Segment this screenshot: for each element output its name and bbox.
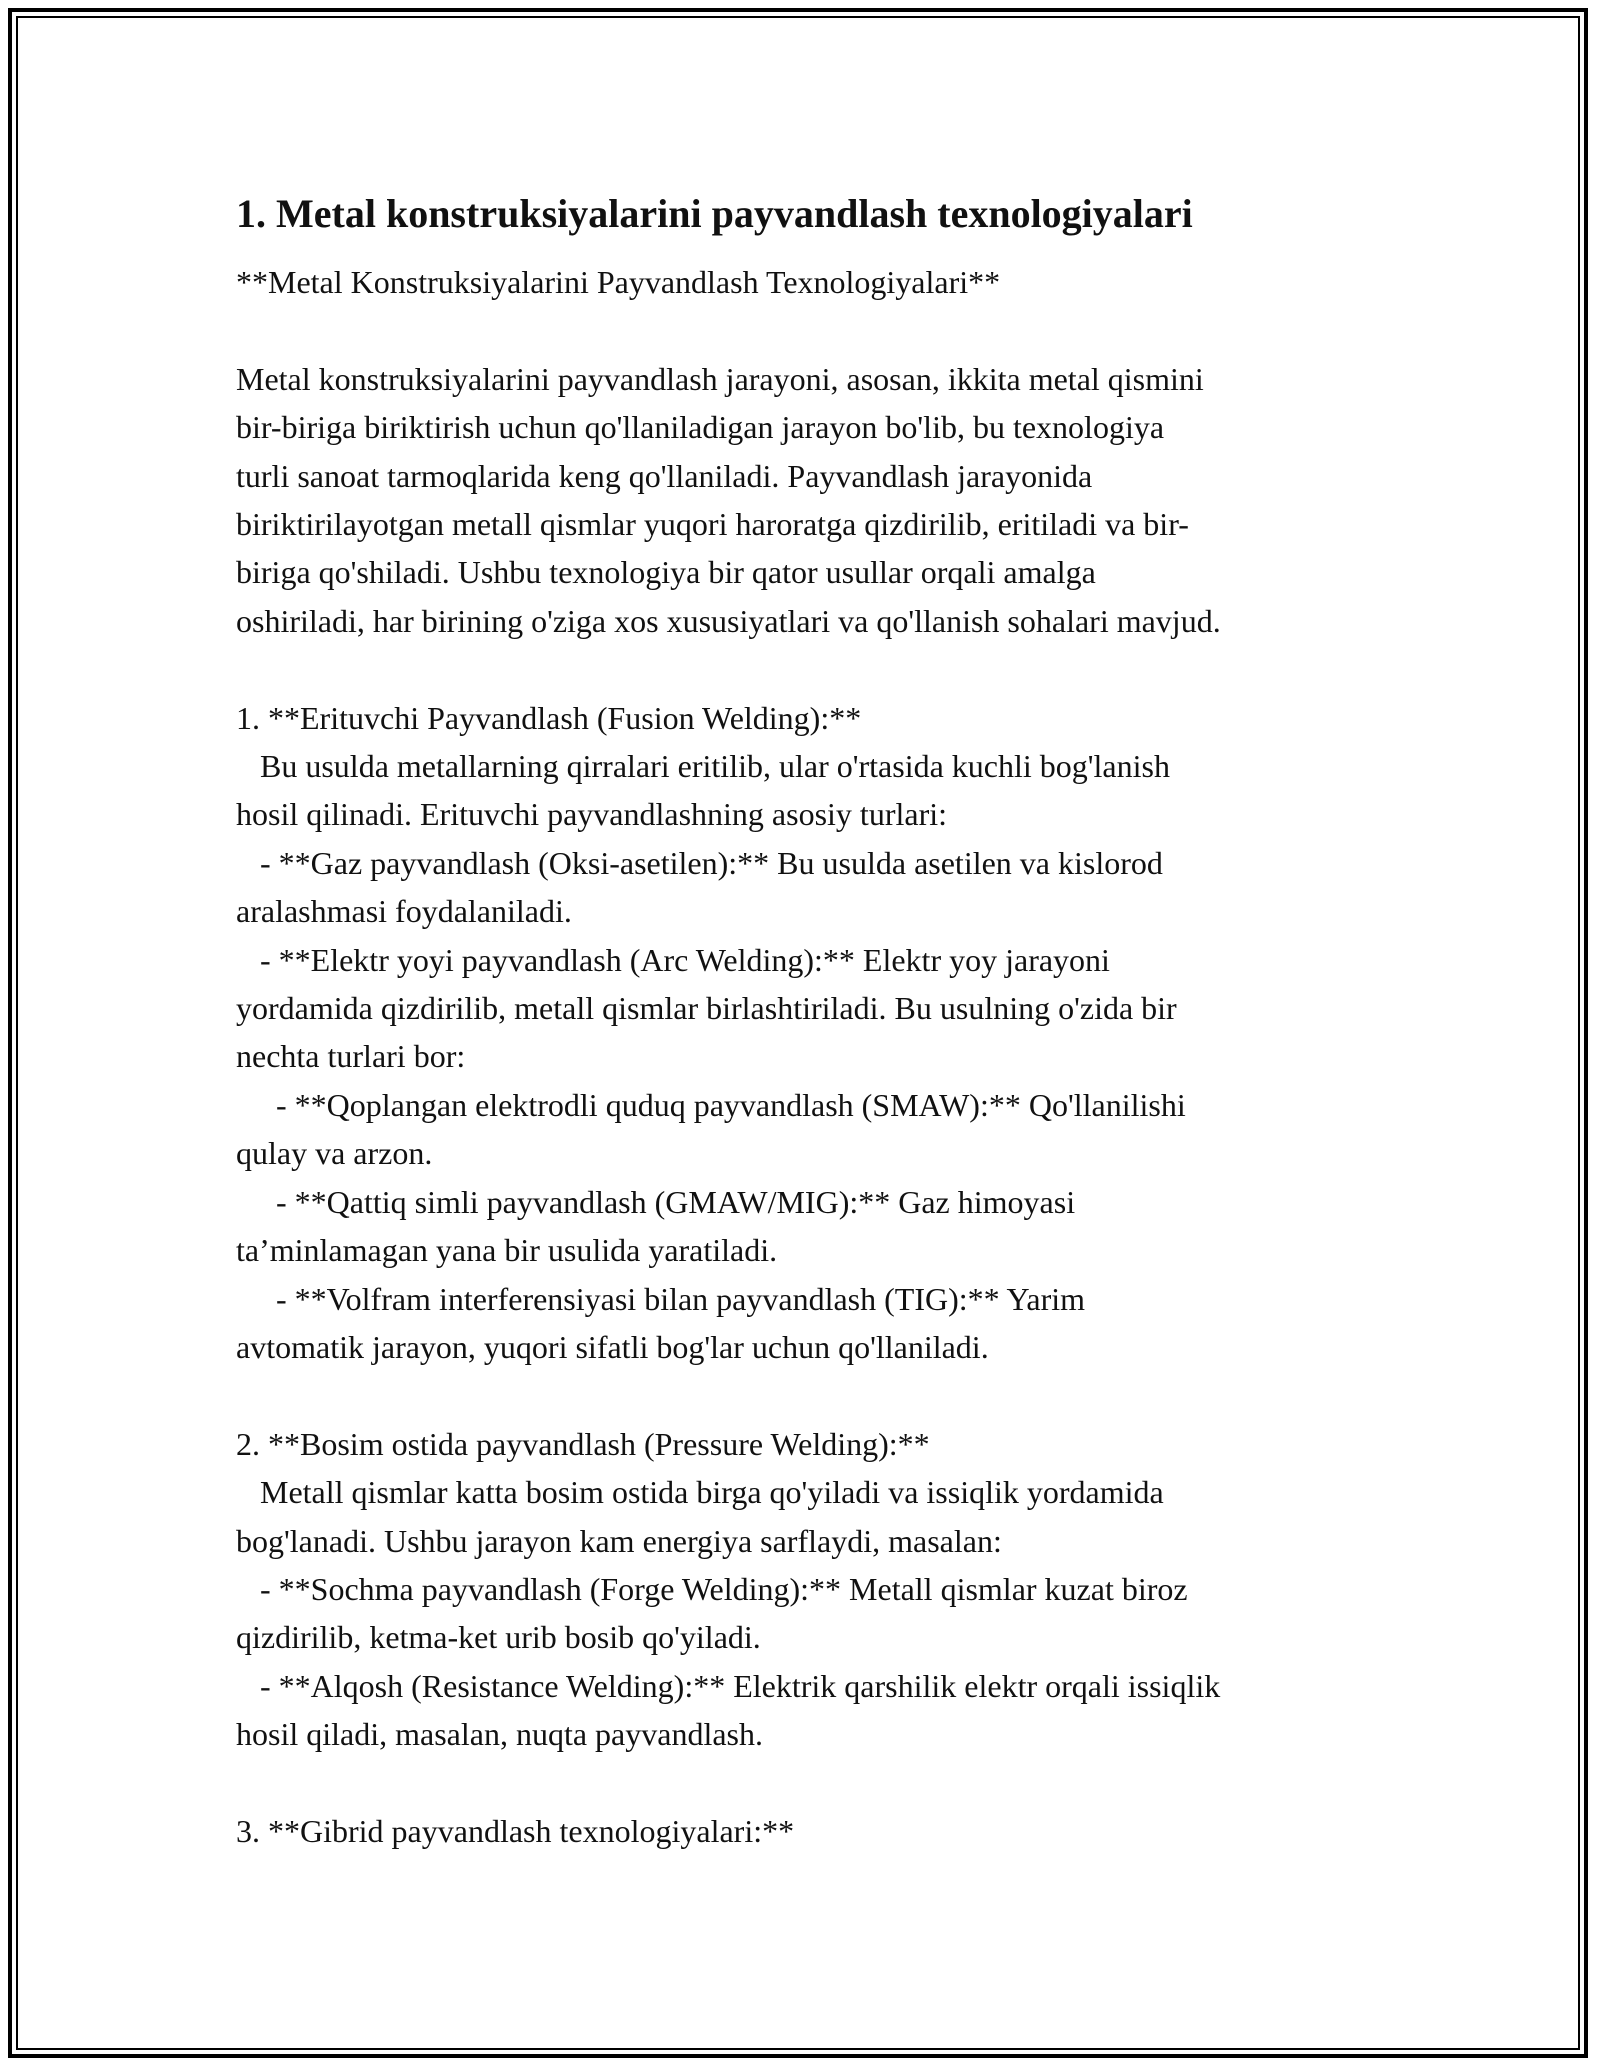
section-fusion-welding: 1. **Erituvchi Payvandlash (Fusion Welding):** Bu usulda metallarning qirralari eritilib, ular o'rtasida kuchli bog'lanish hosil qilinadi. Erituvchi payvandlashning asosiy turlari: - **Gaz payvandlash (Oksi-asetilen):** Bu usulda asetilen va kislorod aralashmasi foydalaniladi. - **Elektr yoyi payvandlash (Arc Welding):** Elektr yoy jarayoni yordamida qizdirilib, metall qismlar birlashtiriladi. Bu usulning o'zida bir nechta turlari bor: - **Qoplangan elektrodli quduq payvandlash (SMAW):** Qo'llanilishi qulay va arzon. - **Qattiq simli payvandlash (GMAW/MIG):** Gaz himoyasi ta’minlamagan yana bir usulida yaratiladi. - **Volfram interferensiyasi bilan payvandlash (TIG):** Yarim avtomatik jarayon, yuqori sifatli bog'lar uchun qo'llaniladi. xyxy=(236,699,1186,1365)
document-body xyxy=(236,180,1386,1855)
document-subtitle: **Metal Konstruksiyalarini Payvandlash Texnologiyalari** xyxy=(236,264,1001,300)
section-pressure-welding: 2. **Bosim ostida payvandlash (Pressure Welding):** Metall qismlar katta bosim ostida birga qo'yiladi va issiqlik yordamida bog'lanadi. Ushbu jarayon kam energiya sarflaydi, masalan: - **Sochma payvandlash (Forge Welding):** Metall qismlar kuzat biroz qizdirilib, ketma-ket urib bosib qo'yiladi. - **Alqosh (Resistance Welding):** Elektrik qarshilik elektr orqali issiqlik hosil qiladi, masalan, nuqta payvandlash. xyxy=(236,1425,1221,1753)
document-title: 1. Metal konstruksiyalarini payvandlash texnologiyalari xyxy=(236,191,1193,236)
intro-paragraph: Metal konstruksiyalarini payvandlash jarayoni, asosan, ikkita metal qismini bir-biriga biriktirish uchun qo'llaniladigan jarayon bo'lib, bu texnologiya turli sanoat tarmoqlarida keng qo'llaniladi. Payvandlash jarayonida biriktirilayotgan metall qismlar yuqori haroratga qizdirilib, eritiladi va bir- biriga qo'shiladi. Ushbu texnologiya bir qator usullar orqali amalga oshiriladi, har birining o'ziga xos xususiyatlari va qo'llanish sohalari mavjud. xyxy=(236,360,1221,639)
section-hybrid-welding: 3. **Gibrid payvandlash texnologiyalari:** xyxy=(236,1812,795,1849)
